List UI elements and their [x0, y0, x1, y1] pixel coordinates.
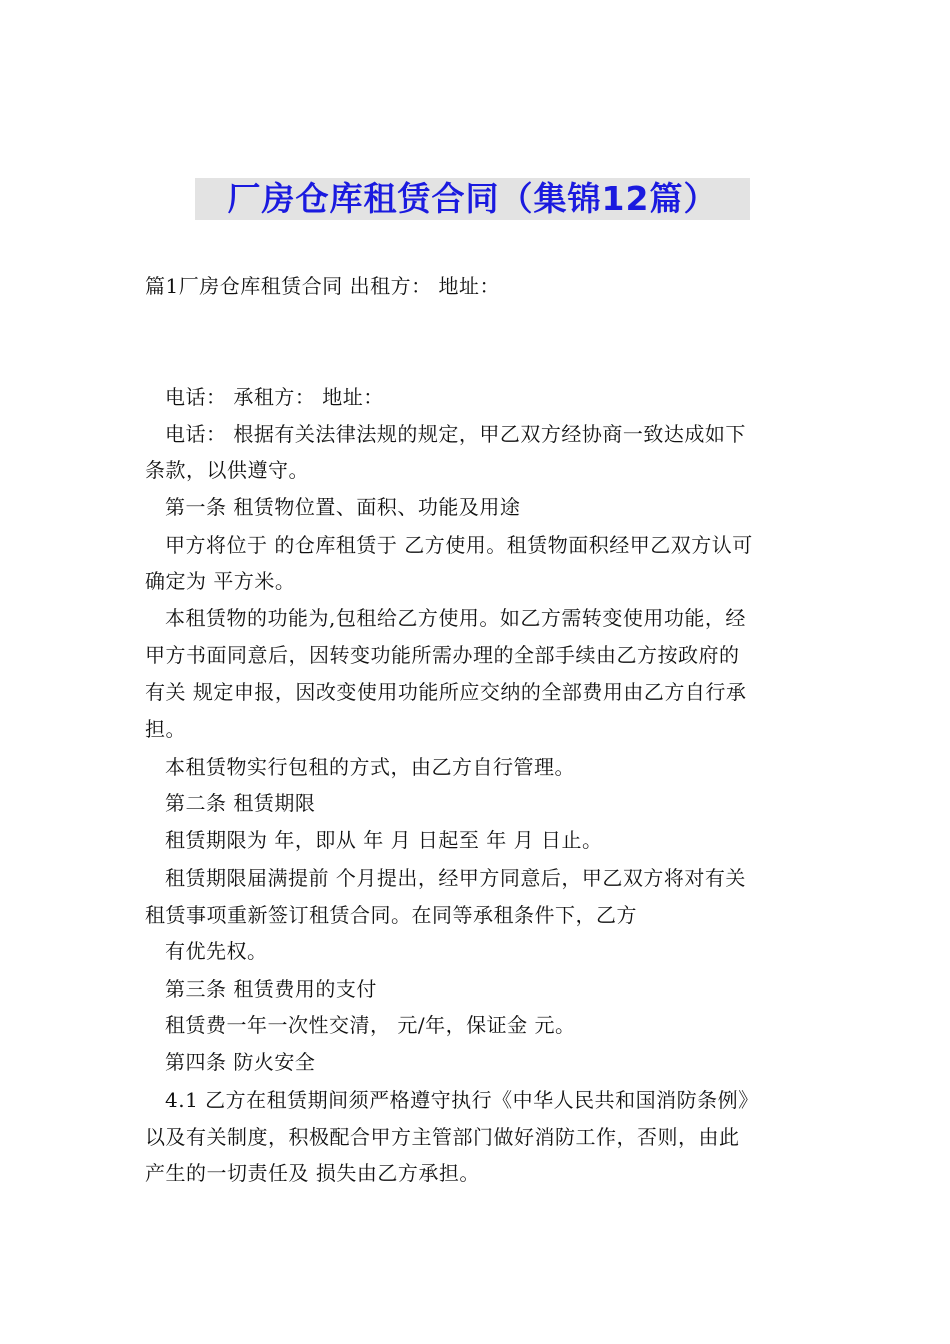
paragraph-line: 有优先权。: [165, 939, 268, 963]
paragraph-line: 电话： 承租方： 地址：: [165, 385, 384, 409]
section-header-line: 篇1厂房仓库租赁合同 出租方： 地址：: [145, 274, 500, 298]
paragraph-line: 租赁期限为 年，即从 年 月 日起至 年 月 日止。: [165, 828, 603, 852]
paragraph-line: 确定为 平方米。: [145, 569, 296, 593]
article-heading: 第二条 租赁期限: [165, 791, 316, 815]
paragraph-line: 甲方将位于 的仓库租赁于 乙方使用。租赁物面积经甲乙双方认可: [165, 533, 753, 557]
title-highlight: [195, 178, 750, 220]
paragraph-line: 产生的一切责任及 损失由乙方承担。: [145, 1161, 480, 1185]
paragraph-line: 甲方书面同意后，因转变功能所需办理的全部手续由乙方按政府的: [145, 643, 740, 667]
article-heading: 第三条 租赁费用的支付: [165, 977, 377, 1001]
paragraph-line: 本租赁物实行包租的方式，由乙方自行管理。: [165, 755, 575, 779]
paragraph-line: 有关 规定申报，因改变使用功能所应交纳的全部费用由乙方自行承: [145, 680, 747, 704]
paragraph-line: 租赁费一年一次性交清， 元/年，保证金 元。: [165, 1013, 576, 1037]
paragraph-line: 担。: [145, 717, 186, 741]
article-heading: 第四条 防火安全: [165, 1050, 316, 1074]
paragraph-line: 本租赁物的功能为,包租给乙方使用。如乙方需转变使用功能，经: [165, 606, 746, 630]
paragraph-line: 租赁期限届满提前 个月提出，经甲方同意后，甲乙双方将对有关: [165, 866, 746, 890]
paragraph-line: 以及有关制度，积极配合甲方主管部门做好消防工作，否则，由此: [145, 1125, 740, 1149]
paragraph-line: 租赁事项重新签订租赁合同。在同等承租条件下，乙方: [145, 903, 637, 927]
paragraph-line: 4.1 乙方在租赁期间须严格遵守执行《中华人民共和国消防条例》: [165, 1088, 759, 1112]
paragraph-line: 条款，以供遵守。: [145, 458, 309, 482]
document-title: 厂房仓库租赁合同（集锦12篇）: [227, 179, 718, 218]
paragraph-line: 电话： 根据有关法律法规的规定，甲乙双方经协商一致达成如下: [165, 422, 746, 446]
article-heading: 第一条 租赁物位置、面积、功能及用途: [165, 495, 521, 519]
